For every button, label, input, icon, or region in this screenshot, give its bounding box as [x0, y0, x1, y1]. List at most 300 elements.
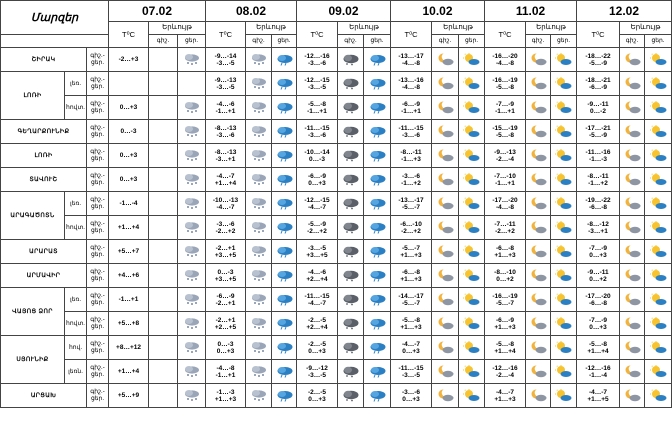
- night-icon-cell: [338, 96, 364, 120]
- moon-cloud-icon: [437, 317, 454, 330]
- cloud-rain-icon: [369, 221, 386, 234]
- night-icon-cell: [526, 72, 551, 96]
- night-temp: -5…-8: [495, 340, 515, 348]
- day-temp: 0…+3: [589, 323, 607, 331]
- day-temp: +5…+7: [117, 248, 140, 255]
- moon-cloud-icon: [530, 101, 547, 114]
- subregion-label: հով.: [65, 336, 87, 360]
- sun-cloud-icon: [463, 389, 480, 402]
- night-icon-cell: [246, 240, 272, 264]
- night-temp: -8…-11: [400, 148, 422, 156]
- sun-cloud-icon: [463, 293, 480, 306]
- temperature-cell: [206, 192, 246, 216]
- night-temp: -8…-13: [214, 148, 237, 156]
- day-temp: -4…-7: [307, 203, 327, 211]
- day-temp: 0…+2: [589, 275, 607, 283]
- region-name: ԼՈՌԻ: [1, 144, 87, 168]
- day-temp: -4…-8: [401, 83, 421, 91]
- moon-cloud-icon: [530, 317, 547, 330]
- cloud-snow-icon: [250, 365, 267, 378]
- night-icon-cell: [338, 120, 364, 144]
- temperature-cell: [485, 96, 526, 120]
- day-temp: +1…+3: [494, 251, 516, 259]
- moon-cloud-icon: [624, 293, 641, 306]
- day-icon-cell: [551, 288, 577, 312]
- temperature-cell: [206, 144, 246, 168]
- night-icon-cell: [149, 216, 178, 240]
- day-icon-cell: [645, 168, 672, 192]
- temperature-cell: [391, 216, 432, 240]
- night-temp: -5…-8: [401, 316, 421, 324]
- day-icon-cell: [551, 192, 577, 216]
- region-row: [1, 144, 672, 168]
- day-icon-cell: [178, 168, 206, 192]
- day-temp: +3…+5: [214, 275, 237, 283]
- night-icon-cell: [246, 384, 272, 408]
- day-icon-cell: [551, 336, 577, 360]
- moon-cloud-icon: [530, 389, 547, 402]
- day-icon-cell: [178, 216, 206, 240]
- moon-cloud-icon: [437, 173, 454, 186]
- day-label: ցեր.: [90, 59, 105, 66]
- moon-cloud-icon: [624, 125, 641, 138]
- day-icon-cell: [272, 72, 297, 96]
- temperature-cell: [297, 168, 338, 192]
- cloud-snow-icon: [183, 293, 200, 306]
- phenomenon-header: Երևույթ: [620, 22, 672, 35]
- daypart-label: [87, 168, 109, 192]
- temperature-cell: [206, 288, 246, 312]
- night-icon-cell: [432, 240, 459, 264]
- temperature-cell: [297, 360, 338, 384]
- day-icon-cell: [459, 216, 485, 240]
- day-temp: -6…-8: [588, 299, 608, 307]
- day-icon-cell: [459, 48, 485, 72]
- temp-unit-header: T⁰C: [206, 22, 246, 48]
- night-temp: -6…-8: [401, 268, 421, 276]
- night-temp: -18…-22: [585, 52, 611, 60]
- subregion-label: հովտ.: [65, 216, 87, 240]
- night-temp: -12…-15: [304, 76, 330, 84]
- temperature-cell: [109, 168, 149, 192]
- night-icon-cell: [246, 48, 272, 72]
- region-row: [1, 168, 672, 192]
- day-icon-cell: [551, 360, 577, 384]
- day-icon-cell: [551, 120, 577, 144]
- day-icon-cell: [272, 288, 297, 312]
- temperature-cell: [391, 96, 432, 120]
- cloud-rain-icon: [276, 245, 293, 258]
- region-row: [1, 96, 672, 120]
- day-temp: +2…+5: [214, 323, 237, 331]
- region-name: ՎԱՅՈՑ ՁՈՐ: [1, 288, 65, 336]
- night-label: գիշ.-: [90, 196, 105, 203]
- night-temp: -18…-21: [585, 76, 611, 84]
- temperature-cell: [297, 288, 338, 312]
- cloud-dark-icon: [342, 293, 359, 306]
- temp-unit-header: T⁰C: [109, 22, 149, 48]
- cloud-snow-icon: [183, 341, 200, 354]
- day-temp: 0…+3: [308, 179, 326, 187]
- day-temp: -5…-7: [401, 203, 421, 211]
- temperature-cell: [577, 336, 620, 360]
- night-icon-cell: [620, 168, 645, 192]
- moon-cloud-icon: [437, 245, 454, 258]
- night-label: գիշ.-: [90, 148, 105, 155]
- sun-cloud-icon: [555, 221, 572, 234]
- day-temp: +5…+8: [117, 320, 140, 327]
- night-temp: -8…-11: [587, 172, 609, 180]
- temperature-cell: [577, 192, 620, 216]
- night-icon-cell: [432, 384, 459, 408]
- cloud-rain-icon: [276, 341, 293, 354]
- moon-cloud-icon: [530, 341, 547, 354]
- temperature-cell: [297, 144, 338, 168]
- night-icon-cell: [246, 168, 272, 192]
- sun-cloud-icon: [463, 341, 480, 354]
- night-temp: -11…-15: [398, 124, 424, 132]
- cloud-rain-icon: [369, 53, 386, 66]
- temperature-cell: [577, 360, 620, 384]
- day-temp: -5…-7: [401, 299, 421, 307]
- night-temp: -9…-11: [587, 268, 609, 276]
- day-temp: +1…+3: [494, 395, 516, 403]
- night-icon-cell: [526, 144, 551, 168]
- temperature-cell: [109, 336, 149, 360]
- sun-cloud-icon: [555, 317, 572, 330]
- day-temp: -3…-6: [307, 131, 327, 139]
- day-temp: -1…+2: [588, 179, 608, 187]
- day-temp: -4…-8: [495, 59, 515, 67]
- night-label: գիշ.-: [90, 292, 105, 299]
- moon-cloud-icon: [437, 389, 454, 402]
- day-abbr-header: ցեր.: [551, 35, 577, 48]
- day-temp: +3…+5: [214, 251, 237, 259]
- moon-cloud-icon: [624, 221, 641, 234]
- night-icon-cell: [432, 312, 459, 336]
- night-icon-cell: [526, 48, 551, 72]
- day-icon-cell: [459, 240, 485, 264]
- day-temp: -3…-5: [216, 83, 235, 91]
- cloud-dark-icon: [342, 149, 359, 162]
- day-temp: +4…+6: [117, 272, 140, 279]
- day-icon-cell: [272, 312, 297, 336]
- sun-cloud-icon: [650, 365, 667, 378]
- cloud-rain-icon: [369, 245, 386, 258]
- sun-cloud-icon: [555, 173, 572, 186]
- night-icon-cell: [620, 288, 645, 312]
- day-temp: +1…+4: [117, 368, 140, 375]
- sun-cloud-icon: [650, 77, 667, 90]
- night-temp: -9…-11: [587, 100, 609, 108]
- temperature-cell: [391, 312, 432, 336]
- night-icon-cell: [620, 72, 645, 96]
- night-temp: -7…-9: [588, 244, 608, 252]
- night-icon-cell: [620, 48, 645, 72]
- day-icon-cell: [645, 360, 672, 384]
- night-icon-cell: [432, 168, 459, 192]
- moon-cloud-icon: [624, 245, 641, 258]
- date-header: 08.02: [206, 1, 297, 22]
- night-temp: -4…-7: [401, 340, 421, 348]
- moon-cloud-icon: [624, 101, 641, 114]
- night-temp: -3…-6: [401, 388, 421, 396]
- region-row: [1, 384, 672, 408]
- night-icon-cell: [338, 168, 364, 192]
- region-row: [1, 336, 672, 360]
- phenomenon-header: Երևույթ: [149, 22, 206, 35]
- night-icon-cell: [149, 360, 178, 384]
- day-icon-cell: [272, 48, 297, 72]
- night-icon-cell: [149, 288, 178, 312]
- day-temp: 0…+3: [119, 176, 138, 183]
- day-temp: -3…+1: [588, 227, 608, 235]
- cloud-dark-icon: [342, 197, 359, 210]
- day-icon-cell: [459, 120, 485, 144]
- cloud-rain-icon: [369, 269, 386, 282]
- cloud-dark-icon: [342, 317, 359, 330]
- region-name: ՍՅՈՒՆԻՔ: [1, 336, 65, 384]
- night-abbr-header: գիշ.: [526, 35, 551, 48]
- night-icon-cell: [432, 264, 459, 288]
- temperature-cell: [297, 264, 338, 288]
- region-name: ԱՐԱԳԱԾՈՏՆ: [1, 192, 65, 240]
- temperature-cell: [485, 48, 526, 72]
- cloud-snow-icon: [183, 317, 200, 330]
- moon-cloud-icon: [437, 53, 454, 66]
- daypart-label: [87, 216, 109, 240]
- day-icon-cell: [551, 216, 577, 240]
- cloud-snow-icon: [250, 389, 267, 402]
- temperature-cell: [391, 264, 432, 288]
- day-temp: -3…-6: [401, 131, 421, 139]
- night-temp: -4…-7: [495, 388, 515, 396]
- day-temp: -1…+1: [215, 107, 236, 115]
- cloud-dark-icon: [342, 269, 359, 282]
- day-icon-cell: [645, 216, 672, 240]
- night-label: գիշ.-: [90, 220, 105, 227]
- night-label: գիշ.-: [90, 268, 105, 275]
- temperature-cell: [206, 336, 246, 360]
- day-icon-cell: [645, 312, 672, 336]
- date-header: 09.02: [297, 1, 391, 22]
- sun-cloud-icon: [650, 173, 667, 186]
- moon-cloud-icon: [624, 173, 641, 186]
- temperature-cell: [391, 336, 432, 360]
- temperature-cell: [109, 192, 149, 216]
- night-icon-cell: [526, 120, 551, 144]
- temperature-cell: [109, 72, 149, 96]
- temperature-cell: [391, 288, 432, 312]
- temperature-cell: [577, 168, 620, 192]
- day-temp: -4…-8: [401, 59, 421, 67]
- night-icon-cell: [149, 312, 178, 336]
- day-label: ցեր.: [90, 323, 105, 330]
- day-temp: -1…-3: [588, 155, 608, 163]
- day-temp: +3…+5: [306, 251, 328, 259]
- cloud-rain-icon: [276, 197, 293, 210]
- night-icon-cell: [246, 96, 272, 120]
- moon-cloud-icon: [530, 197, 547, 210]
- night-temp: -5…-7: [401, 244, 421, 252]
- night-temp: -17…-20: [585, 292, 611, 300]
- moon-cloud-icon: [530, 221, 547, 234]
- night-temp: -7…-11: [494, 220, 516, 228]
- night-temp: -11…-15: [304, 124, 330, 132]
- moon-cloud-icon: [437, 125, 454, 138]
- night-icon-cell: [526, 96, 551, 120]
- night-icon-cell: [149, 240, 178, 264]
- cloud-snow-icon: [250, 317, 267, 330]
- day-temp: -2…-4: [495, 371, 515, 379]
- cloud-rain-icon: [369, 101, 386, 114]
- cloud-snow-icon: [183, 365, 200, 378]
- night-temp: -2…+1: [215, 244, 236, 252]
- day-temp: -3…-6: [307, 59, 327, 67]
- region-row: [1, 288, 672, 312]
- day-label: ցեր.: [90, 83, 105, 90]
- day-temp: -2…+1: [215, 299, 236, 307]
- night-temp: -17…-20: [492, 196, 518, 204]
- day-icon-cell: [364, 216, 391, 240]
- temperature-cell: [577, 216, 620, 240]
- day-abbr-header: ցեր.: [364, 35, 391, 48]
- subregion-label: լեռ.: [65, 192, 87, 216]
- daypart-label: [87, 48, 109, 72]
- temperature-cell: [297, 384, 338, 408]
- temperature-cell: [577, 288, 620, 312]
- day-abbr-header: ցեր.: [459, 35, 485, 48]
- night-icon-cell: [526, 192, 551, 216]
- temperature-cell: [109, 144, 149, 168]
- moon-cloud-icon: [530, 53, 547, 66]
- day-temp: -1…+1: [118, 296, 139, 303]
- sun-cloud-icon: [650, 269, 667, 282]
- region-name: ԱՐԱՐԱՏ: [1, 240, 87, 264]
- sun-cloud-icon: [555, 389, 572, 402]
- region-row: [1, 192, 672, 216]
- night-icon-cell: [246, 336, 272, 360]
- moon-cloud-icon: [530, 245, 547, 258]
- moon-cloud-icon: [624, 77, 641, 90]
- sun-cloud-icon: [555, 269, 572, 282]
- night-icon-cell: [246, 312, 272, 336]
- night-icon-cell: [526, 336, 551, 360]
- cloud-dark-icon: [342, 389, 359, 402]
- night-abbr-header: գիշ.: [620, 35, 645, 48]
- temperature-cell: [206, 120, 246, 144]
- cloud-snow-icon: [250, 149, 267, 162]
- night-temp: -6…-9: [495, 316, 515, 324]
- temperature-cell: [109, 216, 149, 240]
- day-temp: -4…-7: [216, 203, 235, 211]
- daypart-label: [87, 120, 109, 144]
- day-temp: -2…+2: [215, 227, 236, 235]
- night-temp: -9…-12: [306, 364, 328, 372]
- temperature-cell: [297, 240, 338, 264]
- temperature-cell: [206, 48, 246, 72]
- sun-cloud-icon: [555, 293, 572, 306]
- temperature-cell: [391, 384, 432, 408]
- night-temp: -2…+1: [215, 316, 236, 324]
- temperature-cell: [577, 72, 620, 96]
- daypart-label: [87, 288, 109, 312]
- night-label: գիշ.-: [90, 124, 105, 131]
- temp-unit-header: T⁰C: [485, 22, 526, 48]
- phenomenon-header: Երևույթ: [432, 22, 485, 35]
- day-icon-cell: [178, 192, 206, 216]
- moon-cloud-icon: [437, 77, 454, 90]
- night-label: գիշ.-: [90, 100, 105, 107]
- cloud-dark-icon: [342, 53, 359, 66]
- night-icon-cell: [432, 48, 459, 72]
- day-icon-cell: [459, 144, 485, 168]
- night-label: գիշ.-: [90, 172, 105, 179]
- night-temp: -4…-6: [216, 100, 235, 108]
- moon-cloud-icon: [437, 101, 454, 114]
- day-abbr-header: ցեր.: [272, 35, 297, 48]
- cloud-rain-icon: [276, 317, 293, 330]
- cloud-rain-icon: [276, 221, 293, 234]
- day-temp: +1…+3: [400, 251, 422, 259]
- night-temp: -2…-5: [307, 316, 327, 324]
- day-icon-cell: [551, 144, 577, 168]
- night-icon-cell: [338, 48, 364, 72]
- night-label: գիշ.-: [90, 388, 105, 395]
- day-icon-cell: [364, 168, 391, 192]
- night-icon-cell: [246, 120, 272, 144]
- day-icon-cell: [364, 288, 391, 312]
- day-icon-cell: [178, 144, 206, 168]
- moon-cloud-icon: [624, 197, 641, 210]
- day-icon-cell: [272, 336, 297, 360]
- day-label: ցեր.: [90, 107, 105, 114]
- sun-cloud-icon: [555, 365, 572, 378]
- night-icon-cell: [149, 336, 178, 360]
- night-label: գիշ.-: [90, 316, 105, 323]
- night-temp: -17…-21: [585, 124, 611, 132]
- night-label: գիշ.-: [90, 364, 105, 371]
- day-label: ցեր.: [90, 371, 105, 378]
- night-icon-cell: [149, 168, 178, 192]
- temperature-cell: [206, 72, 246, 96]
- region-name: ԱՐՄԱՎԻՐ: [1, 264, 87, 288]
- day-label: ցեր.: [90, 299, 105, 306]
- temperature-cell: [109, 240, 149, 264]
- moon-cloud-icon: [530, 77, 547, 90]
- day-temp: +1…+3: [400, 323, 422, 331]
- night-icon-cell: [620, 240, 645, 264]
- region-row: [1, 312, 672, 336]
- day-temp: 0…-2: [590, 107, 606, 115]
- day-label: ցեր.: [90, 347, 105, 354]
- night-temp: -10…-13: [212, 196, 239, 204]
- sun-cloud-icon: [463, 149, 480, 162]
- region-row: [1, 72, 672, 96]
- night-temp: -5…-8: [588, 340, 608, 348]
- night-icon-cell: [432, 288, 459, 312]
- night-icon-cell: [338, 312, 364, 336]
- day-icon-cell: [551, 72, 577, 96]
- cloud-snow-icon: [183, 53, 200, 66]
- night-icon-cell: [246, 264, 272, 288]
- night-icon-cell: [149, 96, 178, 120]
- day-temp: -1…+1: [215, 371, 236, 379]
- day-icon-cell: [178, 360, 206, 384]
- cloud-snow-icon: [250, 101, 267, 114]
- day-label: ցեր.: [90, 203, 105, 210]
- day-icon-cell: [364, 120, 391, 144]
